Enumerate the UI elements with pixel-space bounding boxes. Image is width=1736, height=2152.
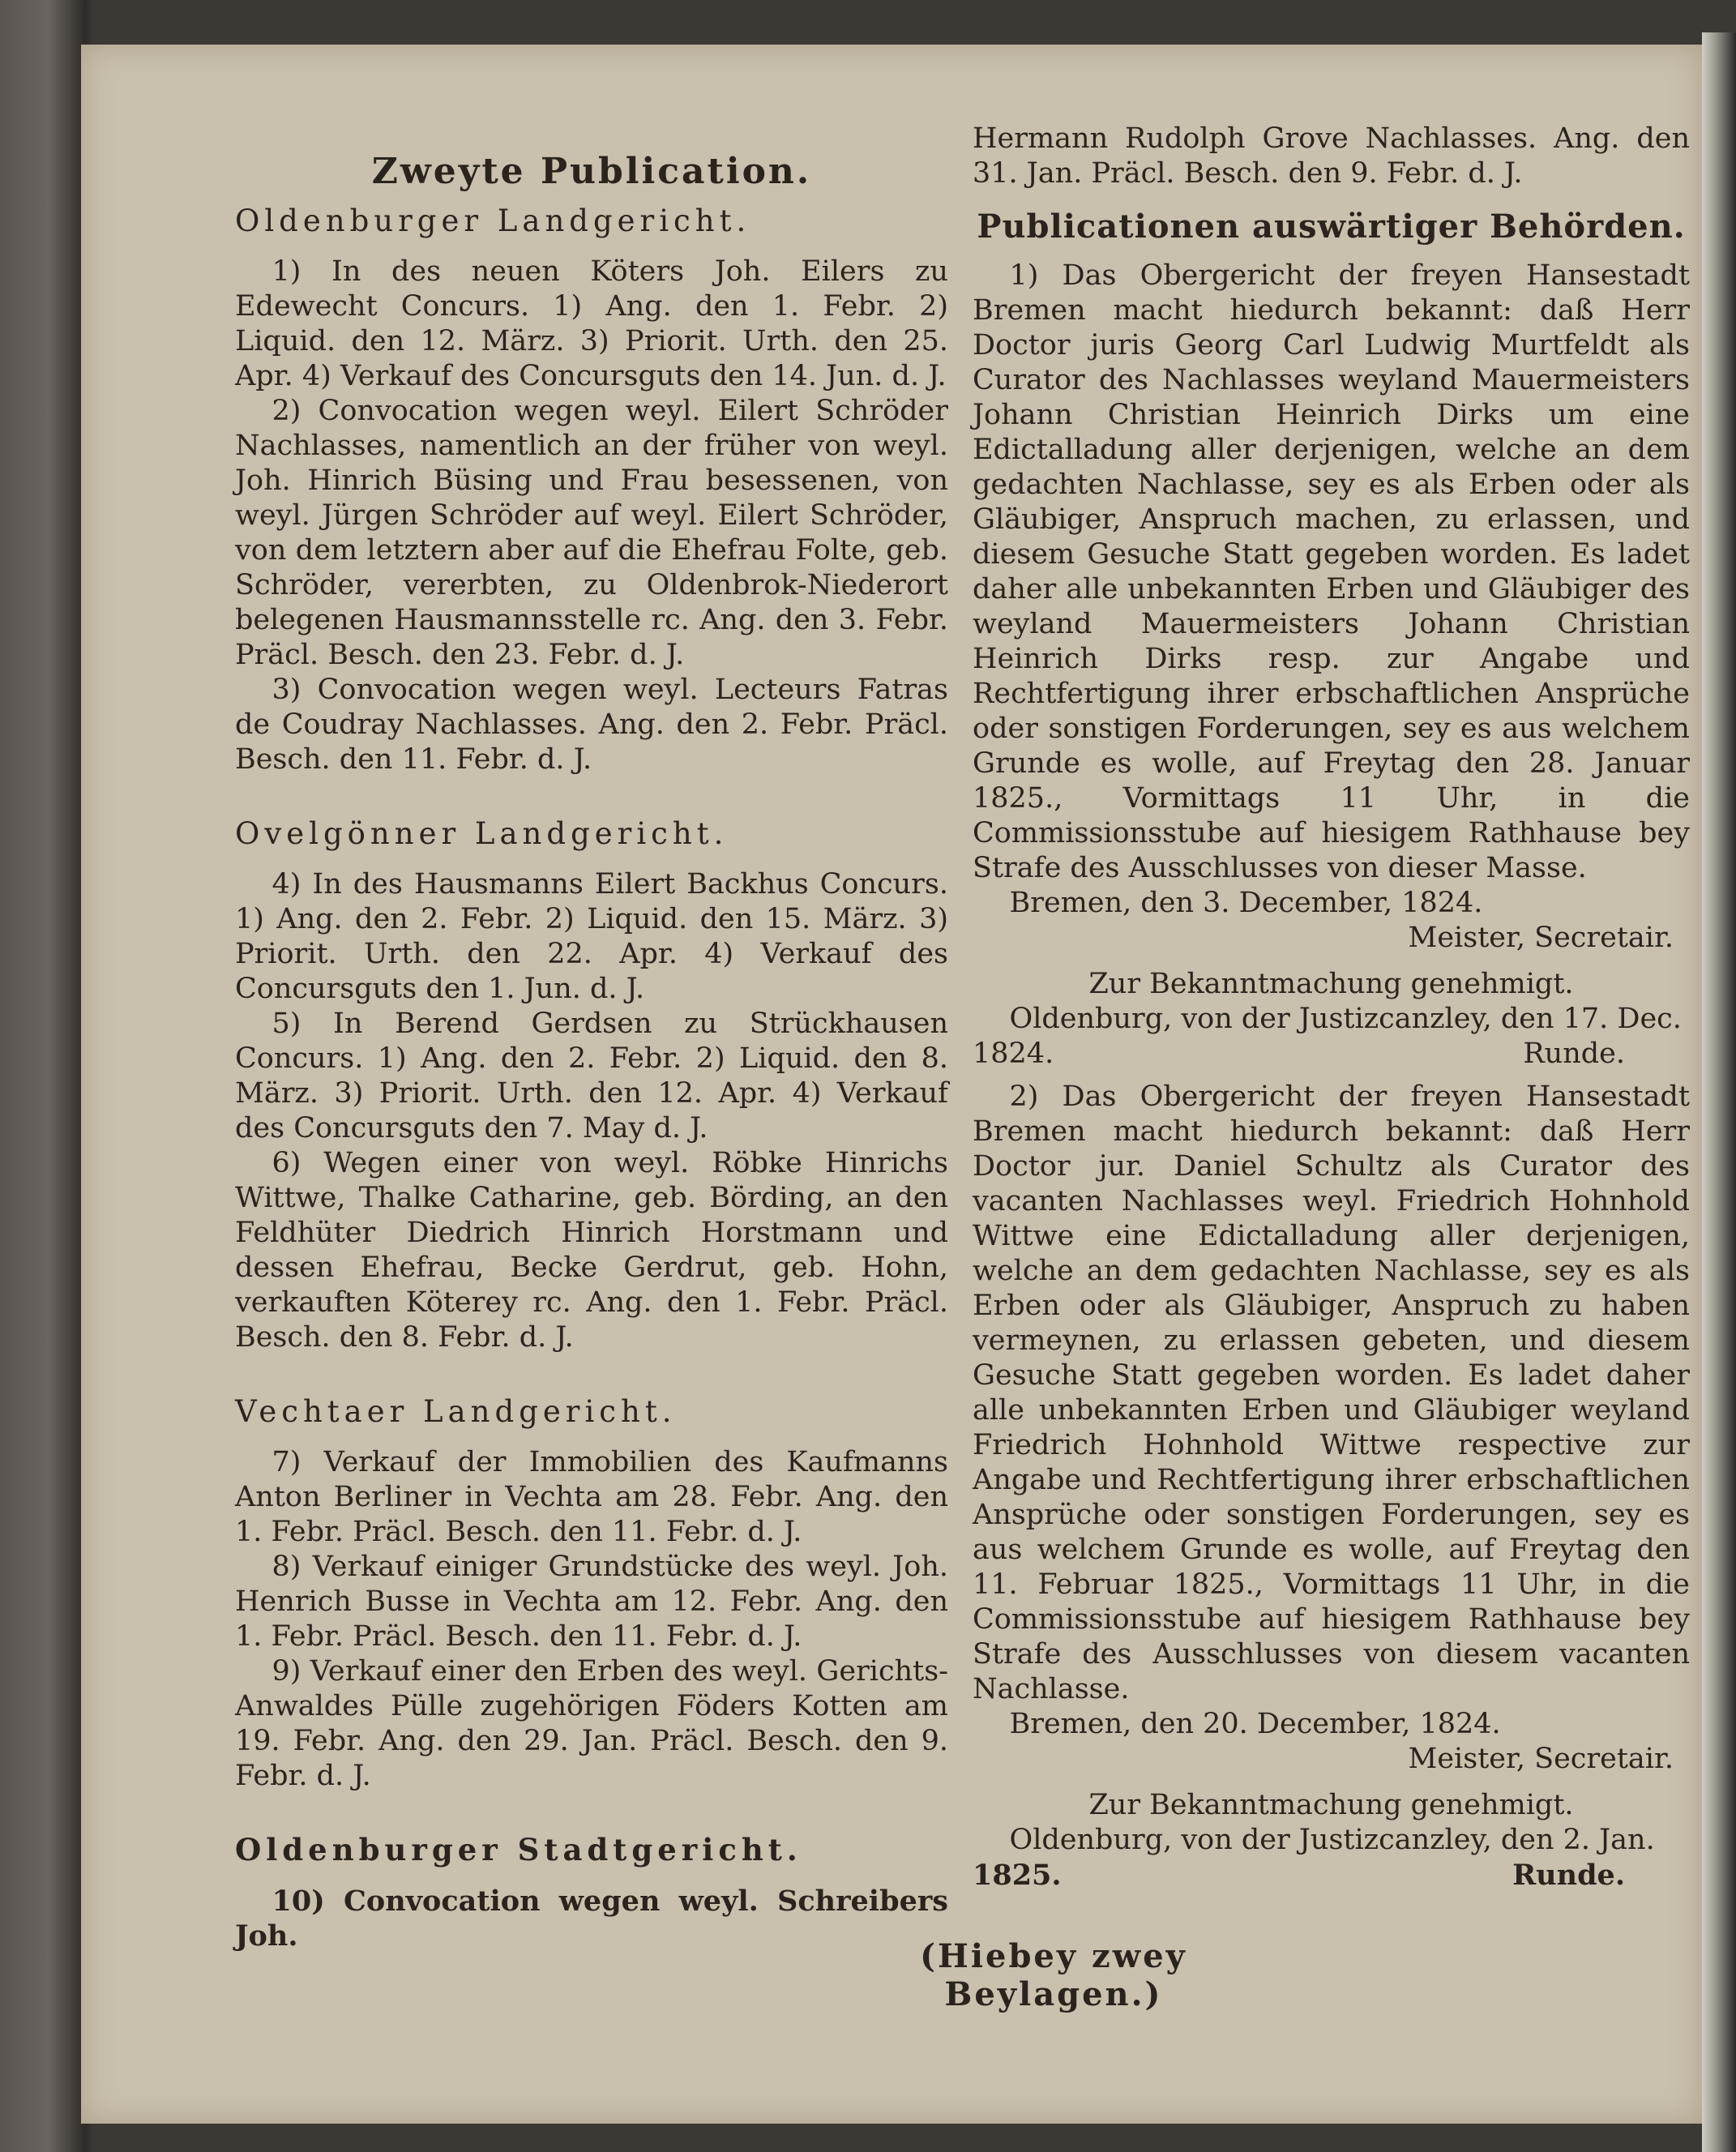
court-heading-ovelgoenne: Ovelgönner Landgericht. xyxy=(235,816,729,851)
signature-runde: Runde. xyxy=(1523,1037,1625,1070)
court-heading-oldenburg-stadt: Oldenburger Stadtgericht. xyxy=(235,1832,802,1867)
court-heading-oldenburg-land: Oldenburger Landgericht. xyxy=(235,203,751,238)
signature-row xyxy=(973,1858,1690,1893)
notice-bremen-2: 2) Das Obergericht der freyen Hansestadt Bremen macht hiedurch bekannt: daß Herr Doctor jur. Daniel Schultz als Curator des vacanten Nachlasses weyl. Friedrich Hohnhold Wittwe eine Edictalladung aller derjenigen, welche an dem gedachten Nachlasse, sey es als Erben oder als Gläubiger, Anspruch zu haben vermeynen, zu erlassen gebeten, und diesem Gesuche Statt gegeben worden. Es ladet daher alle unbekannten Erben und Gläubiger weyland Friedrich Hohnhold Wittwe respective zur Angabe und Rechtfertigung ihrer erbschaftlichen Ansprüche oder sonstigen Forderungen, sey es aus welchem Grunde es wolle, auf Freytag den 11. Februar 1825., Vormittags 11 Uhr, in die Commissionsstube auf hiesigem Rathhause bey Strafe des Ausschlusses von diesem vacanten Nachlasse. xyxy=(973,1080,1690,1705)
notice-signature: Meister, Secretair. xyxy=(1408,922,1674,954)
section-title: Zweyte Publication. xyxy=(371,151,812,192)
publication-heading: Publicationen auswärtiger Behörden. xyxy=(977,207,1686,246)
notice-item: 6) Wegen einer von weyl. Röbke Hinrichs Wittwe, Thalke Catharine, geb. Börding, an den Feldhüter Diedrich Hinrich Horstmann und dessen Ehefrau, Becke Gerdrut, geb. Hohn, verkauften Köterey rc. Ang. den 1. Febr. Präcl. Besch. den 8. Febr. d. J. xyxy=(235,1147,948,1354)
notice-item: 4) In des Hausmanns Eilert Backhus Concurs. 1) Ang. den 2. Febr. 2) Liquid. den 15. März. 3) Priorit. Urth. den 22. Apr. 4) Verkauf des Concursguts den 1. Jun. d. J. xyxy=(235,868,948,1005)
notice-item: 5) In Berend Gerdsen zu Strückhausen Concurs. 1) Ang. den 2. Febr. 2) Liquid. den 8. März. 3) Priorit. Urth. den 12. Apr. 4) Verkauf des Concursguts den 7. May d. J. xyxy=(235,1008,948,1144)
left-column xyxy=(235,122,948,1953)
approval-line: Zur Bekanntmachung genehmigt. xyxy=(1088,968,1574,1000)
approval-line: Zur Bekanntmachung genehmigt. xyxy=(1088,1789,1574,1821)
notice-bremen-1: 1) Das Obergericht der freyen Hansestadt Bremen macht hiedurch bekannt: daß Herr Doctor juris Georg Carl Ludwig Murtfeldt als Curator des Nachlasses weyland Mauermeisters Johann Christian Heinrich Dirks um eine Edictalladung aller derjenigen, welche an dem gedachten Nachlasse, sey es als Erben oder als Gläubiger, Anspruch machen, zu erlassen, und diesem Gesuche Statt gegeben worden. Es ladet daher alle unbekannten Erben und Gläubiger des weyland Mauermeisters Johann Christian Heinrich Dirks resp. zur Angabe und Rechtfertigung ihrer erbschaftlichen Ansprüche oder sonstigen Forderungen, sey es aus welchem Grunde es wolle, auf Freytag den 28. Januar 1825., Vormittags 11 Uhr, in die Commissionsstube auf hiesigem Rathhause bey Strafe des Ausschlusses von dieser Masse. xyxy=(973,259,1690,884)
year: 1824. xyxy=(973,1037,1054,1070)
oldenburg-line: Oldenburg, von der Justizcanzley, den 2. Jan. xyxy=(1009,1824,1655,1856)
signature-row xyxy=(973,1037,1690,1072)
notice-item: 1) In des neuen Köters Joh. Eilers zu Edewecht Concurs. 1) Ang. den 1. Febr. 2) Liquid. den 12. März. 3) Priorit. Urth. den 25. Apr. 4) Verkauf des Concursguts den 14. Jun. d. J. xyxy=(235,255,948,392)
signature-runde: Runde. xyxy=(1512,1859,1625,1892)
footer-note: (Hiebey zwey Beylagen.) xyxy=(920,1937,1187,2013)
notice-item: 7) Verkauf der Immobilien des Kaufmanns Anton Berliner in Vechta am 28. Febr. Ang. den 1. Febr. Präcl. Besch. den 11. Febr. d. J. xyxy=(235,1446,948,1548)
notice-item: 3) Convocation wegen weyl. Lecteurs Fatras de Coudray Nachlasses. Ang. den 2. Febr. Präcl. Besch. den 11. Febr. d. J. xyxy=(235,674,948,776)
notice-place-date: Bremen, den 20. December, 1824. xyxy=(1009,1708,1501,1740)
notice-place-date: Bremen, den 3. December, 1824. xyxy=(1009,887,1483,919)
year: 1825. xyxy=(973,1859,1062,1892)
court-heading-vechta: Vechtaer Landgericht. xyxy=(235,1394,677,1429)
notice-item: 2) Convocation wegen weyl. Eilert Schröder Nachlasses, namentlich an der früher von weyl. Joh. Hinrich Büsing und Frau besessenen, von weyl. Jürgen Schröder auf weyl. Eilert Schröder, von dem letztern aber auf die Ehefrau Folte, geb. Schröder, vererbten, zu Oldenbrok-Niederort belegenen Hausmannsstelle rc. Ang. den 3. Febr. Präcl. Besch. den 23. Febr. d. J. xyxy=(235,395,948,671)
notice-item: 9) Verkauf einer den Erben des weyl. Gerichts-Anwaldes Pülle zugehörigen Föders Kotten am 19. Febr. Ang. den 29. Jan. Präcl. Besch. den 9. Febr. d. J. xyxy=(235,1655,948,1792)
notice-item: 10) Convocation wegen weyl. Schreibers Joh. xyxy=(235,1885,948,1953)
notice-signature: Meister, Secretair. xyxy=(1408,1743,1674,1775)
oldenburg-line: Oldenburg, von der Justizcanzley, den 17. Dec. xyxy=(1009,1003,1682,1035)
continuation-text: Hermann Rudolph Grove Nachlasses. Ang. den 31. Jan. Präcl. Besch. den 9. Febr. d. J. xyxy=(973,122,1690,190)
notice-item: 8) Verkauf einiger Grundstücke des weyl. Joh. Henrich Busse in Vechta am 12. Febr. Ang. den 1. Febr. Präcl. Besch. den 11. Febr. d. J. xyxy=(235,1551,948,1653)
right-column xyxy=(973,122,1690,1893)
page-edge xyxy=(1702,32,1736,2152)
